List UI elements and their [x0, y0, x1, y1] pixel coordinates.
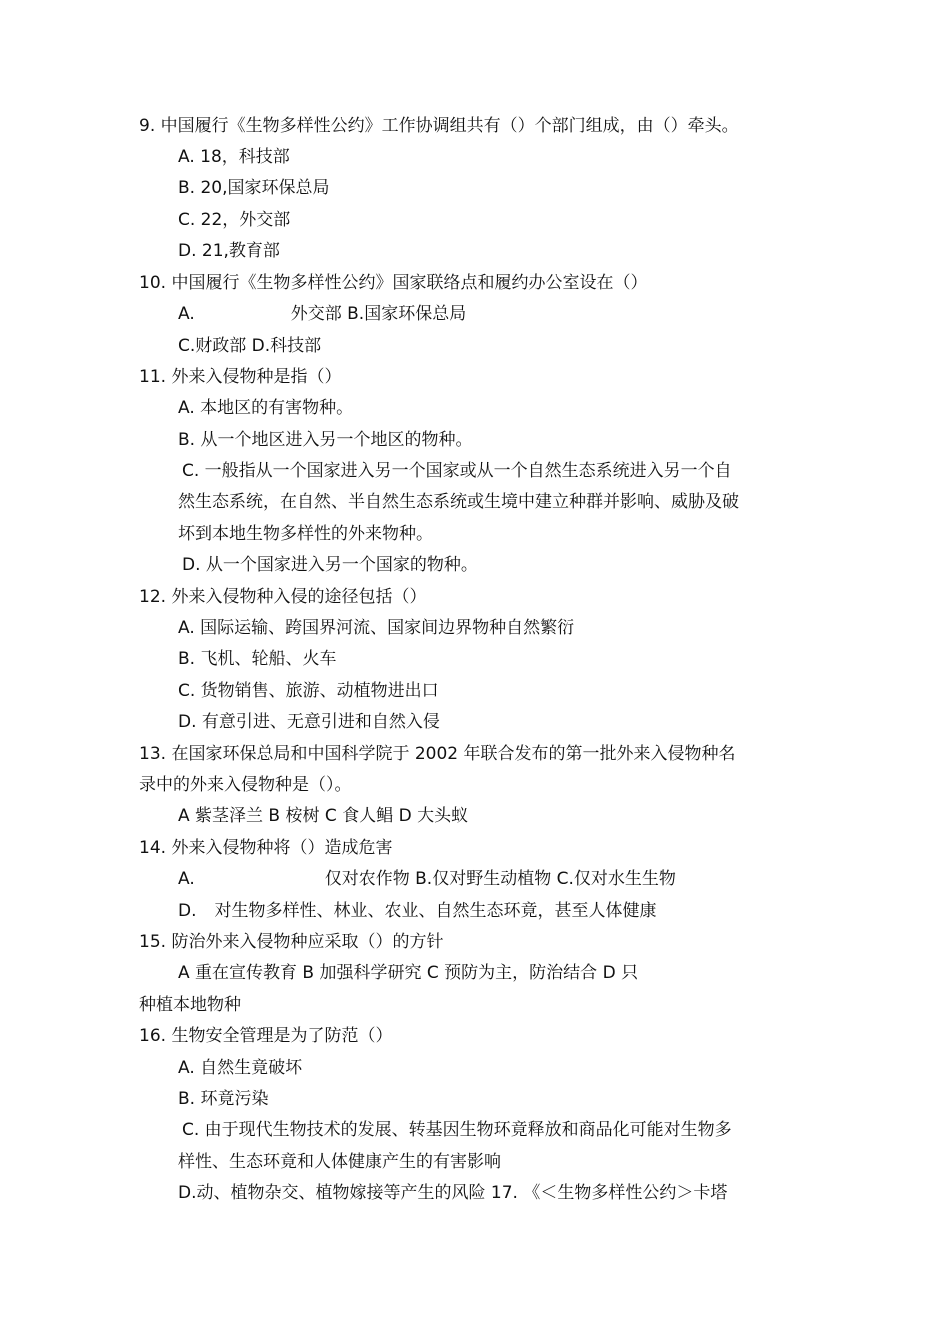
question-9-option-c: C. 22，外交部 [178, 210, 291, 230]
question-12-option-c: C. 货物销售、旅游、动植物进出口 [178, 681, 439, 701]
question-12-option-a: A. 国际运输、跨国界河流、国家间边界物种自然繁衍 [178, 618, 575, 638]
question-11-stem: 11. 外来入侵物种是指（） [139, 367, 342, 387]
question-16-option-c-line2: 样性、生态环竟和人体健康产生的有害影响 [178, 1152, 501, 1172]
question-14-options-abc [178, 868, 676, 890]
question-12-stem: 12. 外来入侵物种入侵的途径包括（） [139, 587, 427, 607]
question-16-option-c-line1: C. 由于现代生物技术的发展、转基因生物环竟释放和商品化可能对生物多 [182, 1120, 732, 1140]
question-15-options-line1: A 重在宣传教育 B 加强科学研究 C 预防为主，防治结合 D 只 [178, 963, 639, 983]
question-16-stem: 16. 生物安全管理是为了防范（） [139, 1026, 393, 1046]
question-9-option-d: D. 21,教育部 [178, 241, 280, 261]
question-9-option-b: B. 20,国家环保总局 [178, 178, 330, 198]
question-12-option-b: B. 飞机、轮船、火车 [178, 649, 337, 669]
question-11-option-d: D. 从一个国家进入另一个国家的物种。 [182, 555, 478, 575]
question-11-option-c-line2: 然生态系统，在自然、半自然生态系统或生境中建立种群并影响、威胁及破 [178, 492, 739, 512]
question-10-options-ab-text: 外交部 B.国家环保总局 [290, 304, 467, 324]
question-16-option-d: D.动、植物杂交、植物嫁接等产生的风险 17. 《＜生物多样性公约＞卡塔 [178, 1183, 728, 1203]
question-14-option-d-marker: D. [178, 901, 197, 921]
question-15-options-line2: 种植本地物种 [139, 995, 241, 1015]
question-13-stem-line1: 13. 在国家环保总局和中国科学院于 2002 年联合发布的第一批外来入侵物种名 [139, 744, 736, 764]
question-14-option-d [178, 900, 657, 922]
question-13-options: A 紫茎泽兰 B 桉树 C 食人鲳 D 大头蚁 [178, 806, 469, 826]
question-14-options-abc-text: 仅对农作物 B.仅对野生动植物 C.仅对水生生物 [324, 869, 676, 889]
question-9-stem: 9. 中国履行《生物多样性公约》工作协调组共有（）个部门组成，由（）牵头。 [139, 116, 739, 136]
question-10-options-cd: C.财政部 D.科技部 [178, 336, 322, 356]
question-12-option-d: D. 有意引进、无意引进和自然入侵 [178, 712, 440, 732]
question-16-option-a: A. 自然生竟破坏 [178, 1058, 303, 1078]
question-10-options-ab [178, 303, 466, 325]
question-14-option-a-marker: A. [178, 869, 195, 889]
question-10-option-a-marker: A. [178, 304, 195, 324]
question-11-option-b: B. 从一个地区进入另一个地区的物种。 [178, 430, 473, 450]
question-14-stem: 14. 外来入侵物种将（）造成危害 [139, 838, 393, 858]
question-13-stem-line2: 录中的外来入侵物种是（）。 [139, 775, 352, 795]
question-14-option-d-text: 对生物多样性、林业、农业、自然生态环竟，甚至人体健康 [214, 901, 657, 921]
question-9-option-a: A. 18，科技部 [178, 147, 290, 167]
question-11-option-c-line1: C. 一般指从一个国家进入另一个国家或从一个自然生态系统进入另一个自 [182, 461, 732, 481]
question-11-option-c-line3: 坏到本地生物多样性的外来物种。 [178, 524, 433, 544]
question-16-option-b: B. 环竟污染 [178, 1089, 269, 1109]
question-10-stem: 10. 中国履行《生物多样性公约》国家联络点和履约办公室设在（） [139, 273, 648, 293]
question-15-stem: 15. 防治外来入侵物种应采取（）的方针 [139, 932, 444, 952]
question-11-option-a: A. 本地区的有害物种。 [178, 398, 354, 418]
